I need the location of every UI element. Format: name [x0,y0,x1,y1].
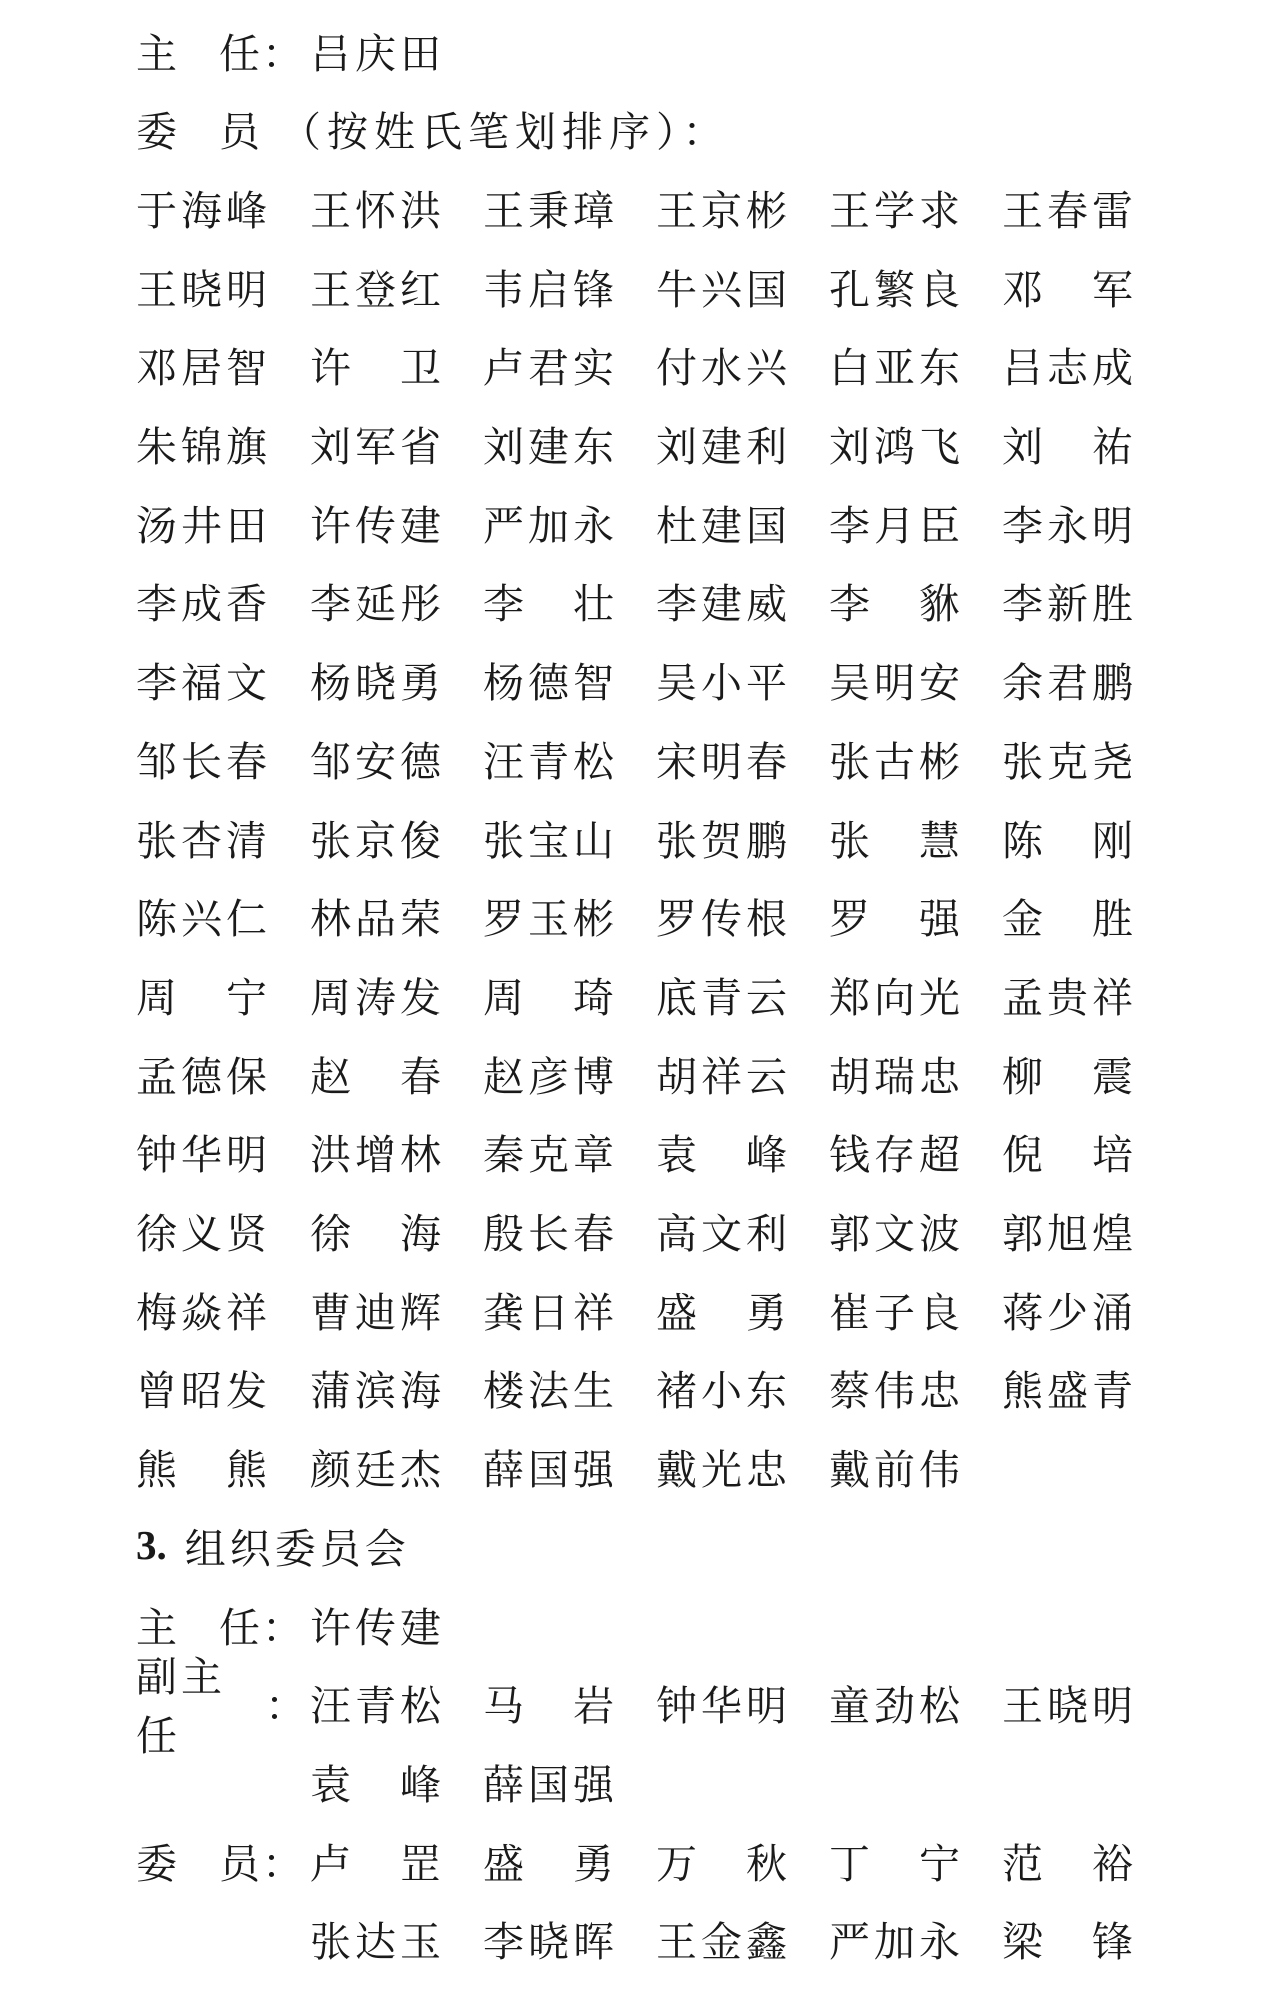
member-name: 李晓晖 [483,1918,618,1967]
member-row [0,329,1280,401]
member-name: 张古彬 [829,737,964,786]
member-name: 高文利 [656,1210,791,1258]
org-member-row [0,1824,1280,1896]
member-name: 白亚东 [829,344,964,393]
member-name: 李月臣 [829,501,964,550]
member-name: 杜建国 [656,501,791,550]
member-name: 童劲松 [829,1682,964,1731]
member-name: 张杏清 [136,816,271,865]
member-name: 李福文 [136,659,271,708]
member-name: 周 宁 [136,973,271,1022]
member-name: 王怀洪 [310,186,445,235]
member-name: 吴明安 [829,659,964,708]
member-name: 宋明春 [656,737,791,786]
member-row [0,171,1280,243]
member-row [0,722,1280,794]
member-name: 褚小东 [656,1367,791,1416]
member-name: 崔子良 [829,1288,964,1337]
member-name: 赵 春 [310,1052,445,1101]
member-name: 李 貅 [829,580,964,629]
member-name: 孟贵祥 [1002,973,1137,1022]
member-name: 韦启锋 [483,265,618,314]
member-row [0,801,1280,873]
member-name: 吕志成 [1002,344,1137,393]
member-name: 邓居智 [136,344,271,393]
member-name: 朱锦旗 [136,423,271,471]
vice-chair-label-colon: ： [265,1682,306,1731]
member-name: 钟华明 [656,1682,791,1731]
member-row [0,880,1280,952]
member-row [0,1037,1280,1109]
org-chair-label-char: 任 [219,1603,260,1652]
member-name: 李成香 [136,580,271,629]
member-name: 钟华明 [136,1131,271,1180]
member-name: 熊盛青 [1002,1367,1137,1416]
member-name: 丁 宁 [829,1839,964,1888]
org-member-row [0,1903,1280,1975]
member-name: 徐 海 [310,1210,445,1258]
member-name: 殷长春 [483,1210,618,1258]
member-name: 刘军省 [310,423,445,471]
member-name: 孔繁良 [829,265,964,314]
member-name: 于海峰 [136,186,271,235]
member-name: 李新胜 [1002,580,1137,629]
org-chair-name: 许传建 [310,1603,445,1652]
member-name: 胡祥云 [656,1052,791,1101]
member-name: 刘鸿飞 [829,423,964,471]
member-name: 邹安德 [310,737,445,786]
member-name: 徐义贤 [136,1210,271,1258]
member-name: 蒋少涌 [1002,1288,1137,1337]
member-name: 张 慧 [829,816,964,865]
member-name: 赵彦博 [483,1052,618,1101]
member-name: 袁 峰 [310,1760,445,1809]
member-row [0,565,1280,637]
member-name: 底青云 [656,973,791,1022]
member-row [0,250,1280,322]
org-members-label-text [136,1831,260,1890]
member-name: 张达玉 [310,1918,445,1967]
member-name: 柳 震 [1002,1052,1137,1101]
member-name: 倪 培 [1002,1131,1137,1180]
member-name: 张宝山 [483,816,618,865]
member-name: 李 壮 [483,580,618,629]
chair-row [0,14,1280,86]
member-name: 钱存超 [829,1131,964,1180]
chair-label-char: 任 [219,29,260,78]
members-label-text [136,99,260,158]
chair-label-colon: ： [262,29,303,78]
member-name: 林品荣 [310,895,445,944]
member-name: 牛兴国 [656,265,791,314]
member-row [0,408,1280,480]
member-row [0,1431,1280,1503]
member-name: 杨晓勇 [310,659,445,708]
member-name: 万 秋 [656,1839,791,1888]
member-name: 杨德智 [483,659,618,708]
member-name: 蒲滨海 [310,1367,445,1416]
member-row [0,486,1280,558]
member-name: 罗 强 [829,895,964,944]
vice-chair-row [0,1745,1280,1817]
member-name: 王登红 [310,265,445,314]
member-name: 刘建利 [656,423,791,471]
member-name: 袁 峰 [656,1131,791,1180]
org-chair-label-char: 主 [136,1603,177,1652]
member-name: 邹长春 [136,737,271,786]
member-name: 汤井田 [136,501,271,550]
member-name: 罗传根 [656,895,791,944]
member-name: 郑向光 [829,973,964,1022]
member-name: 张贺鹏 [656,816,791,865]
members-label-char: 委 [136,108,177,157]
org-members-label-char: 委 [136,1839,177,1888]
member-name: 王晓明 [136,265,271,314]
member-name: 汪青松 [310,1682,445,1731]
org-members-label-char: 员 [219,1839,260,1888]
chair-label-char: 主 [136,29,177,78]
member-row [0,1352,1280,1424]
member-name: 周 琦 [483,973,618,1022]
member-name: 李建威 [656,580,791,629]
vice-chair-row [0,1652,1280,1760]
member-name: 罗玉彬 [483,895,618,944]
chair-label [136,14,306,86]
member-name: 胡瑞忠 [829,1052,964,1101]
member-name: 郭文波 [829,1210,964,1258]
member-name: 许传建 [310,501,445,550]
member-name: 范 裕 [1002,1839,1137,1888]
vice-chair-label-text: 副主任 [136,1652,226,1760]
member-name: 戴前伟 [829,1446,964,1495]
member-name: 盛 勇 [656,1288,791,1337]
section-number: 3. [136,1522,167,1569]
member-name: 周涛发 [310,973,445,1022]
member-name: 刘建东 [483,423,618,471]
member-name: 王金鑫 [656,1918,791,1967]
member-name: 薛国强 [483,1760,618,1809]
member-name: 戴光忠 [656,1446,791,1495]
chair-label-text [136,21,260,80]
member-name: 秦克章 [483,1131,618,1180]
member-name: 陈兴仁 [136,895,271,944]
member-name: 张京俊 [310,816,445,865]
member-name: 严加永 [483,501,618,550]
member-name: 楼法生 [483,1367,618,1416]
member-name: 卢君实 [483,344,618,393]
org-members-label [136,1824,306,1896]
org-members-label-colon: ： [262,1839,303,1888]
member-name: 梁 锋 [1002,1918,1137,1967]
member-name: 王晓明 [1002,1682,1137,1731]
member-row [0,1195,1280,1267]
section-heading [136,1509,410,1581]
member-row [0,958,1280,1030]
member-row [0,1273,1280,1345]
member-name: 王春雷 [1002,186,1137,235]
member-name: 刘 祐 [1002,423,1137,471]
member-name: 金 胜 [1002,895,1137,944]
member-name: 龚日祥 [483,1288,618,1337]
member-name: 梅焱祥 [136,1288,271,1337]
member-name: 孟德保 [136,1052,271,1101]
member-name: 曾昭发 [136,1367,271,1416]
section-title: 组织委员会 [184,1524,410,1573]
member-name: 盛 勇 [483,1839,618,1888]
member-name: 邓 军 [1002,265,1137,314]
member-name: 王京彬 [656,186,791,235]
member-name: 李永明 [1002,501,1137,550]
member-name: 薛国强 [483,1446,618,1495]
members-label-char: 员 [219,108,260,157]
member-name: 颜廷杰 [310,1446,445,1495]
member-name: 李延彤 [310,580,445,629]
member-name: 余君鹏 [1002,659,1137,708]
member-name: 张克尧 [1002,737,1137,786]
member-name: 陈 刚 [1002,816,1137,865]
org-chair-label-colon: ： [262,1603,303,1652]
section-3-heading-row [0,1509,1280,1581]
member-name: 付水兴 [656,344,791,393]
member-name: 熊 熊 [136,1446,271,1495]
members-sort-note: （按姓氏笔划排序）： [280,108,730,157]
member-name: 王秉璋 [483,186,618,235]
member-name: 曹迪辉 [310,1288,445,1337]
member-name: 马 岩 [483,1682,618,1731]
member-name: 卢 罡 [310,1839,445,1888]
member-name: 吴小平 [656,659,791,708]
member-name: 许 卫 [310,344,445,393]
member-name: 蔡伟忠 [829,1367,964,1416]
vice-chair-label [136,1652,306,1760]
member-name: 王学求 [829,186,964,235]
chair-name: 吕庆田 [310,29,445,78]
member-row [0,1116,1280,1188]
member-name: 洪增林 [310,1131,445,1180]
member-row [0,644,1280,716]
member-name: 郭旭煌 [1002,1210,1137,1258]
member-name: 汪青松 [483,737,618,786]
member-name: 严加永 [829,1918,964,1967]
members-heading-row [0,93,1280,165]
